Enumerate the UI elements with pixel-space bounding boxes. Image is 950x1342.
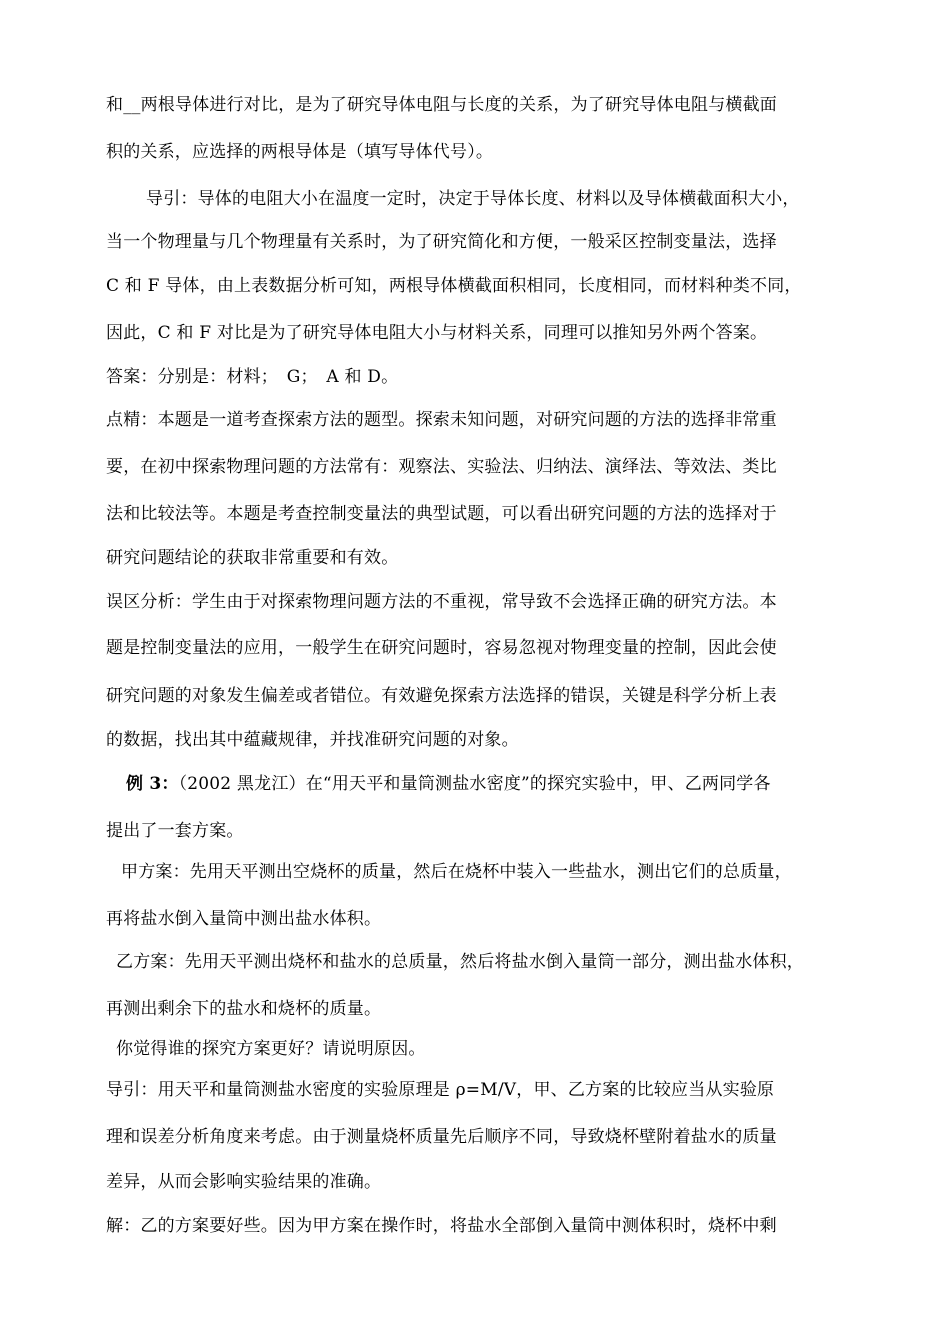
example-heading-line: 例 3：（2002 黑龙江）在“用天平和量筒测盐水密度”的探究实验中，甲、乙两同学各 — [126, 774, 771, 794]
paragraph-line: 积的关系，应选择的两根导体是（填写导体代号）。 — [106, 142, 494, 162]
paragraph-line: 差异，从而会影响实验结果的准确。 — [106, 1172, 382, 1192]
paragraph-line: 解：乙的方案要好些。因为甲方案在操作时，将盐水全部倒入量筒中测体积时，烧杯中剩 — [106, 1216, 777, 1236]
paragraph-line: 甲方案：先用天平测出空烧杯的质量，然后在烧杯中装入一些盐水，测出它们的总质量， — [121, 862, 792, 882]
paragraph-line: 要，在初中探索物理问题的方法常有：观察法、实验法、归纳法、演绎法、等效法、类比 — [106, 457, 777, 477]
paragraph-line: 再将盐水倒入量筒中测出盐水体积。 — [106, 909, 382, 929]
paragraph-line: 再测出剩余下的盐水和烧杯的质量。 — [106, 999, 382, 1019]
paragraph-line: 你觉得谁的探究方案更好？请说明原因。 — [116, 1039, 426, 1059]
paragraph-line: 误区分析：学生由于对探索物理问题方法的不重视，常导致不会选择正确的研究方法。本 — [106, 592, 777, 612]
paragraph-line: 理和误差分析角度来考虑。由于测量烧杯质量先后顺序不同，导致烧杯壁附着盐水的质量 — [106, 1127, 777, 1147]
answer-line: 答案：分别是：材料； G； A 和 D。 — [106, 367, 399, 387]
paragraph-line: 导引：用天平和量筒测盐水密度的实验原理是 ρ=M/V，甲、乙方案的比较应当从实验原 — [106, 1080, 775, 1100]
paragraph-line: C 和 F 导体，由上表数据分析可知，两根导体横截面积相同，长度相同，而材料种类不同， — [106, 276, 802, 296]
paragraph-line: 研究问题的对象发生偏差或者错位。有效避免探索方法选择的错误，关键是科学分析上表 — [106, 686, 777, 706]
paragraph-line: 当一个物理量与几个物理量有关系时，为了研究简化和方便，一般采区控制变量法，选择 — [106, 232, 777, 252]
example-label: 例 3： — [126, 774, 179, 794]
paragraph-line: 因此，C 和 F 对比是为了研究导体电阻大小与材料关系，同理可以推知另外两个答案。 — [106, 323, 768, 343]
paragraph-line: 研究问题结论的获取非常重要和有效。 — [106, 548, 399, 568]
paragraph-line: 的数据，找出其中蕴藏规律，并找准研究问题的对象。 — [106, 730, 519, 750]
paragraph-line: 提出了一套方案。 — [106, 821, 244, 841]
paragraph-line: 法和比较法等。本题是考查控制变量法的典型试题，可以看出研究问题的方法的选择对于 — [106, 504, 777, 524]
paragraph-line: 点精：本题是一道考查探索方法的题型。探索未知问题，对研究问题的方法的选择非常重 — [106, 410, 777, 430]
paragraph-line: 和__两根导体进行对比，是为了研究导体电阻与长度的关系，为了研究导体电阻与横截面 — [106, 95, 777, 115]
paragraph-line: 乙方案：先用天平测出烧杯和盐水的总质量，然后将盐水倒入量筒一部分，测出盐水体积， — [116, 952, 804, 972]
paragraph-line: 题是控制变量法的应用，一般学生在研究问题时，容易忽视对物理变量的控制，因此会使 — [106, 638, 777, 658]
paragraph-line: 导引：导体的电阻大小在温度一定时，决定于导体长度、材料以及导体横截面积大小， — [146, 189, 800, 209]
